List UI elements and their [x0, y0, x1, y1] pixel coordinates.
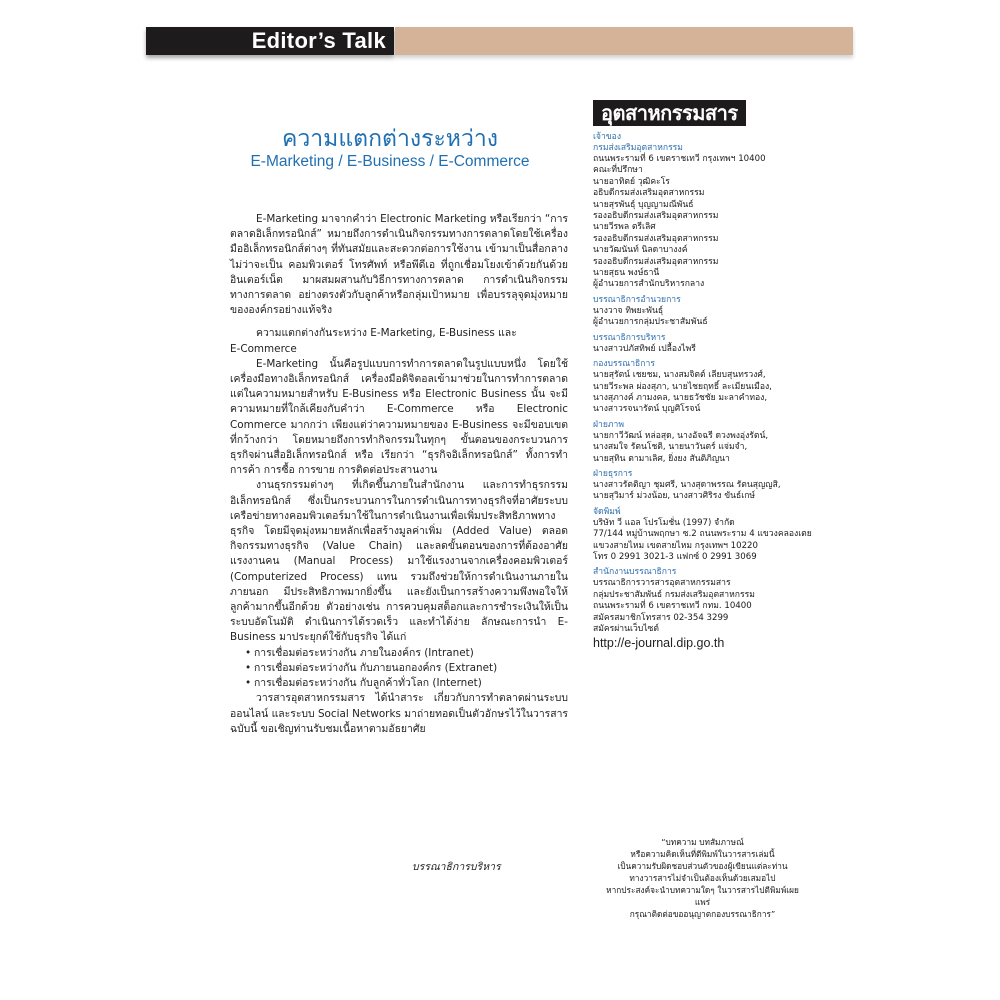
executive-editor-name: นางสาวปภัสทิพย์ เปลื้องไพรี: [593, 343, 696, 354]
office-line: สมัครผ่านเว็บไซต์: [593, 624, 659, 634]
office-line: ถนนพระรามที่ 6 เขตราชเทวี กทม. 10400: [593, 601, 752, 612]
article-title-english: E-Marketing / E-Business / E-Commerce: [250, 153, 530, 170]
disclaimer-line: กรุณาติดต่อขออนุญาตกองบรรณาธิการ”: [629, 909, 776, 919]
printing-heading: จัดพิมพ์: [593, 506, 621, 517]
managing-editor-section: [593, 295, 793, 329]
advisor-line: อธิบดีกรมส่งเสริมอุตสาหกรรม: [593, 188, 705, 199]
photo-line: นายกาวีวัฒน์ หล่อสุด, นางอัจฉรี ดวงพงอุ่งรัตน์,: [593, 430, 769, 441]
article-body: [230, 212, 568, 737]
managing-editor-name: นางวาจ ทิพยะพันธุ์: [593, 305, 664, 316]
owner-name: กรมส่งเสริมอุตสาหกรรม: [593, 143, 683, 153]
advisor-line: นายอาทิตย์ วุฒิคะโร: [593, 176, 670, 187]
executive-editor-heading: บรรณาธิการบริหาร: [593, 332, 666, 343]
board-line: นางสุภางค์ ภามงคล, นายธวัชชัย มะลาคำทอง,: [593, 392, 768, 403]
disclaimer: [600, 836, 805, 920]
board-line: นายสุรัตน์ เชยชม, นางสมจิตต์ เลียบสุนทรวงศ์,: [593, 370, 766, 381]
signature: บรรณาธิการบริหาร: [412, 861, 501, 873]
managing-editor-title: ผู้อำนวยการกลุ่มประชาสัมพันธ์: [593, 317, 708, 328]
office-line: กลุ่มประชาสัมพันธ์ กรมส่งเสริมอุตสาหกรรม: [593, 589, 755, 600]
owner-address: ถนนพระรามที่ 6 เขตราชเทวี กรุงเทพฯ 10400: [593, 154, 766, 164]
advisor-line: นายวัฒนันท์ นิลดาบางงค์: [593, 245, 688, 256]
photo-line: นางสมใจ รัตนโชติ, นายนาวันตร์ แจ่มจำ,: [593, 442, 748, 453]
printer-line: โทร 0 2991 3021-3 แฟกซ์ 0 2991 3069: [593, 551, 757, 562]
administration-heading: ฝ่ายธุรการ: [593, 468, 633, 479]
paragraph: ความแตกต่างกันระหว่าง E-Marketing, E-Business และ: [256, 327, 517, 340]
owner-section: [593, 132, 793, 165]
website-link[interactable]: http://e-journal.dip.go.th: [593, 636, 725, 651]
advisors-heading: คณะที่ปรึกษา: [593, 165, 643, 176]
section-header-bar: [146, 27, 394, 55]
printer-line: 77/144 หมู่บ้านพฤกษา ซ.2 ถนนพระราม 4 แขวงคลองเตย: [593, 529, 812, 540]
printer-line: แขวงสายไหม เขตสายไหม กรุงเทพฯ 10220: [593, 540, 758, 551]
administration-section: [593, 469, 793, 503]
advisor-line: นายสุธน พงษ์ธานี: [593, 268, 660, 279]
editorial-board-section: [593, 359, 793, 416]
closing-paragraph: วารสารอุตสาหกรรมสาร ได้นำสาระ เกี่ยวกับการทำตลาดผ่านระบบออนไลน์ และระบบ Social Networks มาถ่ายทอดเป็นตัวอักษรไว้ในวารสารฉบับนี้ ขอเชิญท่านรับชมเนื้อหาตามอัธยาศัย: [230, 692, 568, 735]
advisor-line: รองอธิบดีกรมส่งเสริมอุตสาหกรรม: [593, 256, 719, 267]
bullet-item: • การเชื่อมต่อระหว่างกัน ภายในองค์กร (Intranet): [254, 646, 568, 661]
advisor-line: ผู้อำนวยการสำนักบริหารกลาง: [593, 279, 705, 290]
photography-heading: ฝ่ายภาพ: [593, 419, 625, 430]
printing-section: [593, 506, 812, 564]
article-title: [200, 126, 580, 172]
owner-heading: เจ้าของ: [593, 132, 622, 142]
board-line: นายวีระพล ผ่องสุภา, นายไชยฤทธิ์ ละเมียนเมือง,: [593, 381, 772, 392]
advisor-line: รองอธิบดีกรมส่งเสริมอุตสาหกรรม: [593, 233, 719, 244]
paragraph: E-Marketing นั้นคือรูปแบบการทำการตลาดในรูปแบบหนึ่ง โดยใช้เครื่องมือทางอิเล็กทรอนิกส์ เครื่องมือดิจิตอลเข้ามาช่วยในการทำการตลาด แต่ในความหมายสำหรับ E-Business หรือ Electronic Business นั้น จะมีความหมายที่ใกล้เคียงกับคำว่า E-Commerce หรือ Electronic Commerce มากกว่า เพียงแต่ว่าความหมายของ E-Business จะมีขอบเขตที่กว้างกว่า โดยหมายถึงการทำกิจกรรมในทุกๆ ขั้นตอนของกระบวนการธุรกิจผ่านสื่ออิเล็กทรอนิกส์ หรือ เรียกว่า “ธุรกิจอิเล็กทรอนิกส์” ทั้งการทำ การค้า การซื้อ การขาย การติดต่อประสานงาน: [230, 357, 568, 477]
advisor-line: นายวีรพล ตรีเลิศ: [593, 222, 656, 233]
bullet-list: [230, 646, 568, 692]
advisor-line: รองอธิบดีกรมส่งเสริมอุตสาหกรรม: [593, 211, 719, 222]
disclaimer-line: หากประสงค์จะนำบทความใดๆ ในวารสารไปตีพิมพ์เผยแพร่: [606, 885, 799, 907]
paragraph: E-Commerce: [230, 342, 297, 355]
executive-editor-section: [593, 333, 793, 355]
section-title: Editor’s Talk: [251, 28, 386, 53]
editorial-office-section: [593, 567, 793, 651]
disclaimer-line: ทางวารสารไม่จำเป็นต้องเห็นด้วยเสมอไป: [629, 873, 776, 883]
disclaimer-line: เป็นความรับผิดชอบส่วนตัวของผู้เขียนแต่ละท่าน: [617, 861, 788, 871]
printer-line: บริษัท วี แอล โปรโมชั่น (1997) จำกัด: [593, 517, 735, 528]
board-line: นางสาวรจนารัตน์ บุญศิโรจน์: [593, 404, 701, 415]
editorial-board-heading: กองบรรณาธิการ: [593, 359, 655, 370]
managing-editor-heading: บรรณาธิการอำนวยการ: [593, 294, 681, 305]
bullet-item: • การเชื่อมต่อระหว่างกัน กับลูกค้าทั่วโลก (Internet): [254, 676, 568, 691]
magazine-logo: อุตสาหกรรมสาร: [593, 100, 746, 126]
header-accent-bar: [395, 27, 853, 55]
office-line: สมัครสมาชิกโทรสาร 02-354 3299: [593, 612, 729, 623]
photography-section: [593, 420, 793, 465]
admin-line: นางสาวรัตติญา ชุมศรี, นางสุดาพรรณ รัตนสุญญสิ,: [593, 479, 781, 490]
editorial-office-heading: สำนักงานบรรณาธิการ: [593, 567, 677, 578]
paragraph: งานธุรกรรมต่างๆ ที่เกิดขึ้นภายในสำนักงาน และการทำธุรกรรมอิเล็กทรอนิกส์ ซึ่งเป็นกระบวนการในการดำเนินการทางธุรกิจที่อาศัยระบบเครือข่ายทางคอมพิวเตอร์มาใช้ในการดำเนินงานเพื่อเพิ่มประสิทธิภาพทางธุรกิจ โดยมีจุดมุ่งหมายหลักเพื่อสร้างมูลค่าเพิ่ม (Added Value) ตลอดกิจกรรมทางธุรกิจ (Value Chain) และลดขั้นตอนของการที่ต้องอาศัยแรงงานคน (Manual Process) มาใช้แรงงานจากเครื่องคอมพิวเตอร์ (Computerized Process) แทน รวมถึงช่วยให้การดำเนินงานภายใน ภายนอก มีประสิทธิภาพมากยิ่งขึ้น และยังเป็นการสร้างความพึงพอใจให้ลูกค้ามากขึ้นอีกด้วย ตัวอย่างเช่น การควบคุมสต็อกและการชำระเงินให้เป็นระบบอัตโนมัติ ดำเนินการได้รวดเร็ว และทำได้ง่าย ลักษณะการนำ E-Business มาประยุกต์ใช้กับธุรกิจ ได้แก่: [230, 479, 568, 644]
advisor-line: นายสุรพันธุ์ บุญญามณีพันธ์: [593, 199, 694, 210]
advisors-section: [593, 165, 793, 290]
paragraph: E-Marketing มาจากคำว่า Electronic Marketing หรือเรียกว่า “การตลาดอิเล็กทรอนิกส์” หมายถึงการดำเนินกิจกรรมทางการตลาดโดยใช้เครื่องมืออิเล็กทรอนิกส์ต่างๆ ที่ทันสมัยและสะดวกต่อการใช้งาน เข้ามาเป็นสื่อกลาง ไม่ว่าจะเป็น คอมพิวเตอร์ โทรศัพท์ หรือพีดีเอ ที่ถูกเชื่อมโยงเข้าด้วยกันด้วยอินเตอร์เน็ต มาผสมผสานกับวิธีการทางการตลาด การดำเนินกิจกรรมทางการตลาด อย่างตรงตัวกับลูกค้าหรือกลุ่มเป้าหมาย เพื่อบรรลุจุดมุ่งหมายขององค์กรอย่างแท้จริง: [230, 213, 568, 317]
disclaimer-line: “บทความ บทสัมภาษณ์: [661, 837, 744, 847]
article-title-thai: ความแตกต่างระหว่าง: [281, 126, 499, 152]
office-line: บรรณาธิการวารสารอุตสาหกรรมสาร: [593, 578, 731, 589]
admin-line: นายสุวิมาร์ ม่วงน้อย, นางสาวศิริรง ขันธ์เกษ์: [593, 491, 756, 502]
photo-line: นายสุทิน ตามาเลิศ, ยิ่งยง สันติภิญนา: [593, 453, 730, 464]
disclaimer-line: หรือความคิดเห็นที่ตีพิมพ์ในวารสารเล่มนี้: [630, 849, 775, 859]
masthead-sidebar: [593, 100, 812, 651]
bullet-item: • การเชื่อมต่อระหว่างกัน กับภายนอกองค์กร (Extranet): [254, 661, 568, 676]
